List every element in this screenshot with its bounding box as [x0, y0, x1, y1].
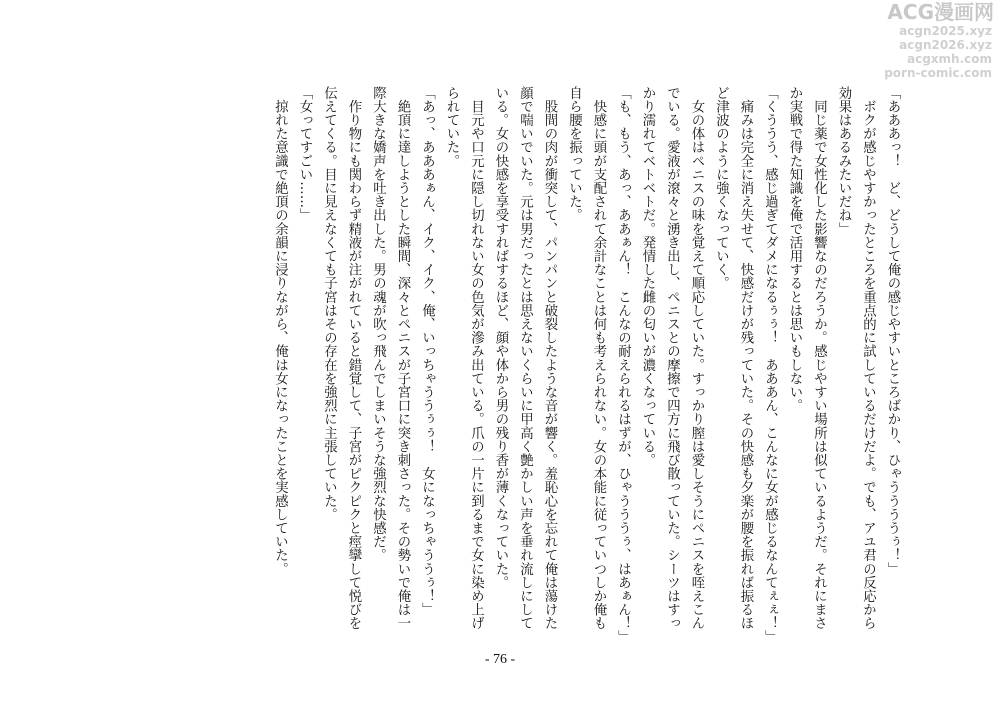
text-line: 「あああっ！ ど、どうして俺の感じやすいところばかり、ひゃううううぅ！」	[885, 86, 900, 576]
text-line: 顔で喘いでいた。元は男だったとは思えないくらいに甲高く艶かしい声を垂れ流しにして	[517, 86, 533, 630]
text-line: 痛みは完全に消え失せて、快感だけが残っていた。その快感も夕楽が腰を振れば振るほ	[738, 86, 753, 630]
text-line: 目元や口元に隠し切れない女の色気が滲み出ている。爪の一片に到るまで女に染め上げ	[468, 86, 484, 630]
text-line: 「くううう、感じ過ぎてダメになるぅぅ！ あああん、こんなに女が感じるなんてぇぇ！」	[762, 86, 778, 644]
text-line: 掠れた意識で絶頂の余韻に浸りながら、俺は女になったことを実感していた。	[272, 86, 288, 576]
vertical-text-block	[267, 86, 904, 644]
text-line: ボクが感じやすかったところを重点的に試しているだけだよ。でも、アユ君の反応から	[860, 86, 876, 630]
text-line: 効果はあるみたいだね」	[836, 86, 851, 236]
text-line: 同じ薬で女性化した影響なのだろうか。感じやすい場所は似ているようだ。それにまさ	[811, 86, 827, 630]
watermark-url: acgn2026.xyz	[899, 38, 992, 52]
text-line: 絶頂に達しようとした瞬間、深々とペニスが子宮口に突き刺さった。その勢いで俺は一	[395, 86, 410, 630]
text-line: 際大きな嬌声を吐き出した。男の魂が吹っ飛んでしまいそうな強烈な快感だ。	[370, 86, 386, 562]
text-line: ど津波のように強くなっていく。	[713, 86, 729, 290]
text-line: いる。女の快感を享受すればするほど、顔や体から男の残り香が薄くなっていた。	[493, 86, 508, 590]
text-line: 伝えてくる。目に見えなくても子宮はその存在を強烈に主張していた。	[321, 86, 337, 522]
text-line: 「あっ、あああぁん、イク、イク、俺、いっちゃううぅぅ！ 女になっちゃううぅ！」	[419, 86, 435, 617]
watermark-url: porn-comic.com	[884, 66, 992, 80]
watermark-logo: ACG漫画网	[887, 0, 994, 24]
text-line: か実戦で得た知識を俺で活用するとは思いもしない。	[787, 86, 802, 413]
text-line: 股間の肉が衝突して、パンパンと破裂したような音が響く。羞恥心を忘れて俺は蕩けた	[542, 86, 557, 630]
text-line: かり濡れてベトベトだ。発情した雌の匂いが濃くなっている。	[640, 86, 655, 467]
text-line: 自ら腰を振っていた。	[566, 86, 582, 222]
text-line: られていた。	[444, 86, 459, 168]
text-line: 快感に頭が支配されて余計なことは何も考えられない。女の本能に従っていつしか俺も	[591, 86, 606, 630]
text-line: 作り物にも関わらず精液が注がれていると錯覚して、子宮がピクピクと痙攣して悦びを	[346, 86, 361, 630]
watermark-url: acgn2025.xyz	[899, 24, 992, 38]
watermark-url: acgxmh.com	[906, 52, 992, 66]
text-line: 「も、もう、あっ、ああぁん！ こんなの耐えられるはずが、ひゃうううぅ、はあぁん！」	[615, 86, 631, 644]
page-number: - 76 -	[484, 652, 516, 667]
text-line: 「女ってすごい……」	[297, 86, 312, 222]
text-line: 女の体はペニスの味を覚えて順応していた。すっかり膣は愛しそうにペニスを咥えこん	[689, 86, 704, 630]
text-line: でいる。愛液が滾々と湧き出し、ペニスとの摩擦で四方に飛び散っていた。シーツはすっ	[664, 86, 680, 630]
watermark	[870, 0, 1000, 96]
